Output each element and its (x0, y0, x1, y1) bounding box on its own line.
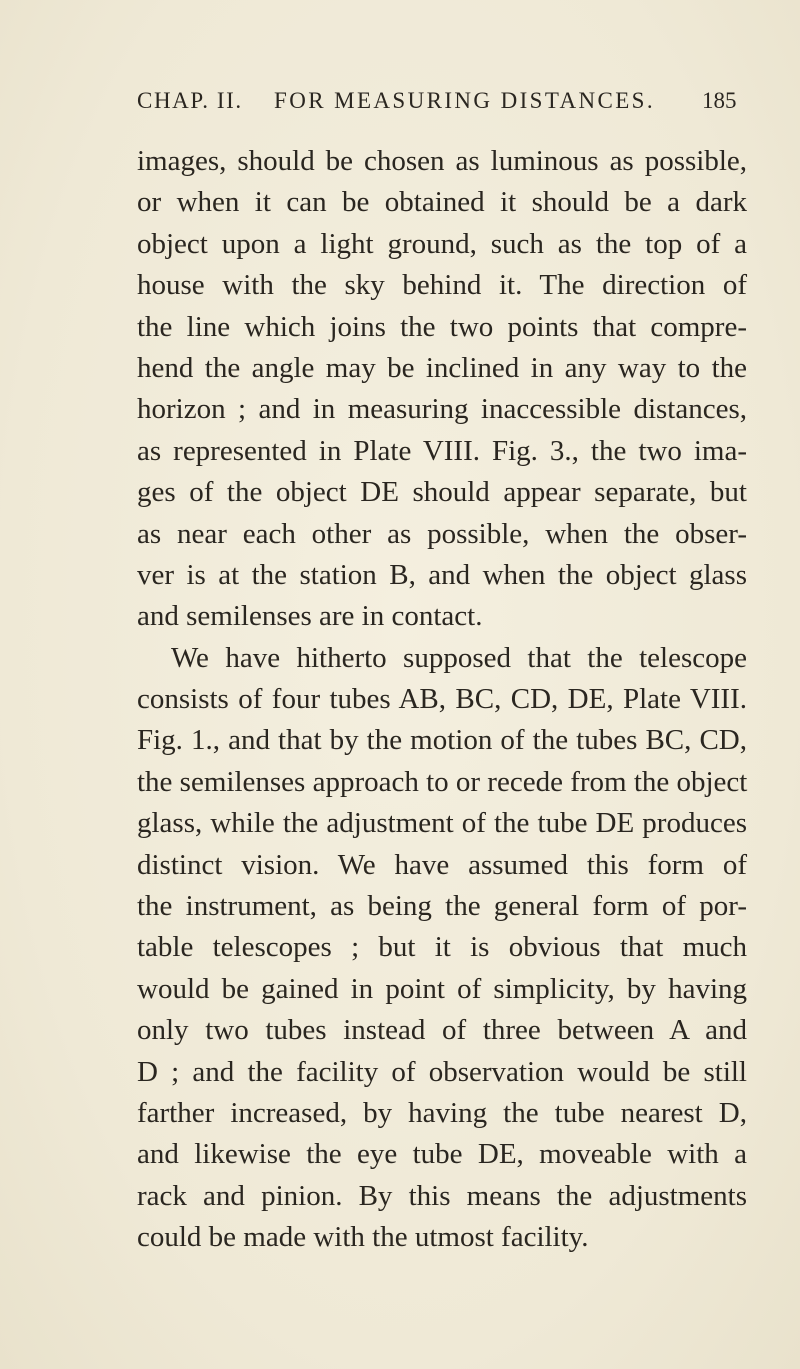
text-line: table telescopes ; but it is obvious that much (137, 931, 747, 964)
text-line: horizon ; and in measuring inaccessible distances, (137, 393, 747, 426)
text-line: the instrument, as being the general form of por- (137, 890, 747, 923)
running-title: FOR MEASURING DISTANCES. (274, 88, 655, 113)
text-line: could be made with the utmost facility. (137, 1221, 589, 1254)
text-line: the line which joins the two points that compre- (137, 310, 747, 343)
text-line: house with the sky behind it. The direction of (137, 269, 747, 302)
text-line: the semilenses approach to or recede from the object (137, 765, 748, 798)
chapter-label: CHAP. II. (137, 88, 243, 113)
text-line: glass, while the adjustment of the tube DE produces (137, 807, 747, 840)
text-line: only two tubes instead of three between A and (137, 1014, 747, 1047)
text-line: farther increased, by having the tube nearest D, (137, 1096, 747, 1129)
body-text (137, 141, 747, 1259)
text-line: and semilenses are in contact. (137, 600, 483, 633)
text-line: consists of four tubes AB, BC, CD, DE, Plate VIII. (137, 683, 747, 716)
text-line: images, should be chosen as luminous as possible, (137, 145, 747, 177)
text-line: distinct vision. We have assumed this form of (137, 848, 747, 881)
text-line: rack and pinion. By this means the adjustments (137, 1179, 747, 1212)
text-line: ver is at the station B, and when the object glass (137, 558, 747, 591)
paragraph-start-line: We have hitherto supposed that the telescope (171, 641, 747, 674)
text-line: as represented in Plate VIII. Fig. 3., the two ima- (137, 434, 747, 467)
text-line: Fig. 1., and that by the motion of the tubes BC, CD, (137, 724, 747, 757)
text-line: D ; and the facility of observation would be still (137, 1055, 747, 1088)
page-number: 185 (702, 88, 737, 113)
text-line: ges of the object DE should appear separate, but (137, 476, 747, 509)
running-head (137, 88, 737, 128)
text-line: object upon a light ground, such as the top of a (137, 227, 747, 260)
text-line: hend the angle may be inclined in any way to the (137, 351, 747, 384)
text-line: or when it can be obtained it should be a dark (137, 186, 747, 219)
text-line: as near each other as possible, when the obser- (137, 517, 747, 550)
text-line: would be gained in point of simplicity, by having (137, 972, 747, 1005)
text-line: and likewise the eye tube DE, moveable with a (137, 1138, 747, 1171)
